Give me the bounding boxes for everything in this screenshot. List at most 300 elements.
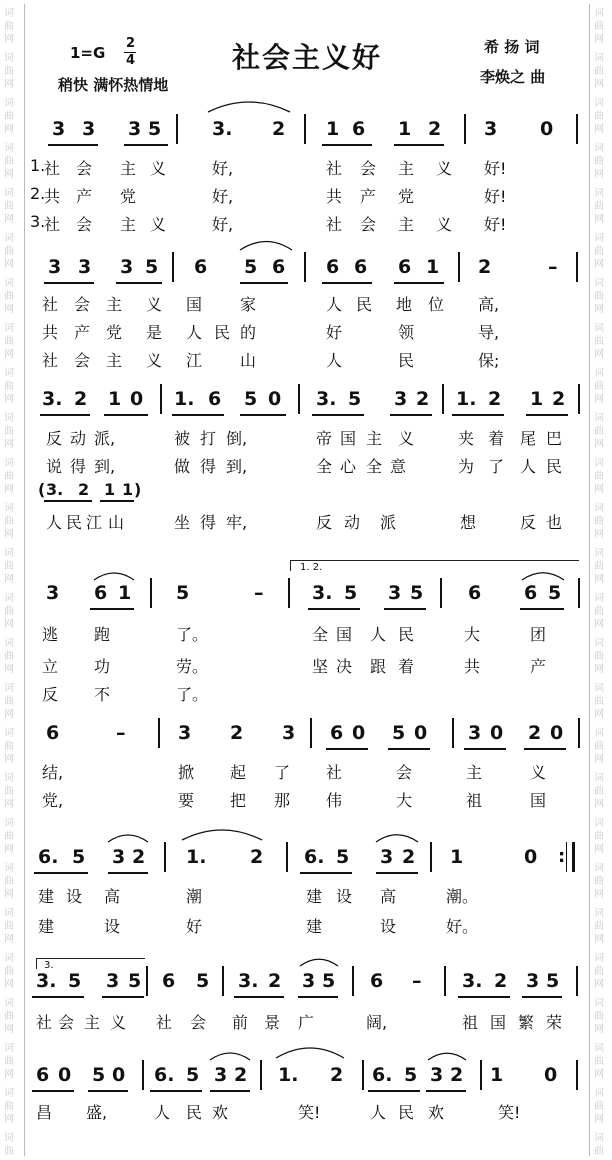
note: –: [548, 256, 558, 278]
lyric-char: 国: [336, 625, 353, 644]
lyric-char: 不: [94, 685, 111, 704]
note: 2: [402, 846, 416, 868]
watermark-char: 曲: [594, 606, 604, 617]
lyric-char: 劳。: [176, 657, 209, 676]
watermark-char: 词: [594, 8, 604, 19]
watermark-char: 曲: [594, 156, 604, 167]
note: 3: [120, 256, 134, 278]
watermark-char: 网: [594, 349, 604, 360]
watermark-char: 词: [4, 953, 14, 964]
watermark-char: 网: [594, 259, 604, 270]
watermark-char: 词: [4, 638, 14, 649]
note: 2: [234, 1064, 248, 1086]
note: 1: [530, 388, 544, 410]
lyric-char: 心: [340, 457, 357, 476]
lyric-char: 产: [530, 657, 547, 676]
slur-arc: [428, 1053, 466, 1060]
note: 0: [550, 722, 564, 744]
lyric-char: 派: [380, 513, 397, 532]
lyric-char: 设: [336, 887, 353, 906]
watermark-char: 词: [594, 1133, 604, 1144]
slur-arc: [108, 835, 148, 842]
lyric-char: 社: [156, 1013, 173, 1032]
final-barline-thin: [566, 842, 567, 872]
watermark-char: 网: [4, 1114, 14, 1125]
watermark-char: 网: [4, 754, 14, 765]
lyric-char: 共: [464, 657, 481, 676]
note: 5: [548, 582, 562, 604]
lyricist-credit: 希 扬 词: [484, 38, 540, 56]
lyric-char: 民: [66, 513, 83, 532]
watermark-char: 曲: [594, 111, 604, 122]
lyric-char: 跟: [370, 657, 387, 676]
lyric-char: 产: [74, 323, 91, 342]
lyric-char: 得: [200, 513, 217, 532]
note: 3: [468, 722, 482, 744]
lyric-char: 建: [38, 887, 55, 906]
note: 6.: [38, 846, 59, 868]
lyric-char: 大: [396, 791, 413, 810]
watermark-char: 曲: [594, 651, 604, 662]
lyric-char: 义: [150, 215, 167, 234]
note: 0: [352, 722, 366, 744]
lyric-char: 建: [38, 917, 55, 936]
note: 3: [82, 118, 96, 140]
lyric-char: 党: [120, 187, 137, 206]
note: 0: [544, 1064, 558, 1086]
watermark-char: 曲: [594, 21, 604, 32]
watermark-char: 词: [594, 638, 604, 649]
lyric-char: 的: [240, 323, 257, 342]
watermark-char: 曲: [594, 741, 604, 752]
lyric-char: 社: [326, 159, 343, 178]
lyric-char: 反: [46, 429, 63, 448]
note: 5: [186, 1064, 200, 1086]
note: 0: [130, 388, 144, 410]
lyric-char: 人: [154, 1103, 171, 1122]
lyric-char: 会: [76, 215, 93, 234]
note: 1: [426, 256, 440, 278]
note: 1.: [278, 1064, 299, 1086]
note: 2: [494, 970, 508, 992]
volta-label-1-2: 1. 2.: [300, 562, 323, 573]
lyric-char: 伟: [326, 791, 343, 810]
lyric-char: 团: [530, 625, 547, 644]
note: 3.: [312, 582, 333, 604]
watermark-char: 词: [594, 413, 604, 424]
lyric-char: 动: [344, 513, 361, 532]
watermark-char: 网: [4, 574, 14, 585]
lyric-char: 想: [460, 513, 477, 532]
watermark-char: 网: [4, 889, 14, 900]
note: 5: [68, 970, 82, 992]
note: 3: [78, 256, 92, 278]
watermark-char: 词: [594, 863, 604, 874]
lyric-char: 社: [326, 763, 343, 782]
watermark-char: 曲: [594, 966, 604, 977]
watermark-char: 词: [594, 1088, 604, 1099]
lyric-char: 主: [84, 1013, 101, 1032]
lyric-char: 共: [42, 323, 59, 342]
lyric-char: 社: [44, 159, 61, 178]
watermark-char: 网: [4, 664, 14, 675]
watermark-char: 词: [4, 278, 14, 289]
lyric-char: 派,: [94, 429, 116, 448]
note: 3: [302, 970, 316, 992]
watermark-char: 网: [594, 844, 604, 855]
watermark-char: 曲: [4, 471, 14, 482]
lyric-char: 主: [366, 429, 383, 448]
watermark-char: 网: [4, 124, 14, 135]
watermark-char: 曲: [4, 381, 14, 392]
lyric-char: 了。: [176, 685, 209, 704]
watermark-char: 词: [4, 143, 14, 154]
watermark-char: 曲: [594, 516, 604, 527]
note: 6: [524, 582, 538, 604]
watermark-char: 词: [594, 53, 604, 64]
watermark-char: 词: [594, 728, 604, 739]
note: –: [116, 722, 126, 744]
lyric-char: 潮。: [446, 887, 479, 906]
lyric-char: 祖: [462, 1013, 479, 1032]
watermark-char: 曲: [594, 921, 604, 932]
note: 5: [176, 582, 190, 604]
note: 0: [58, 1064, 72, 1086]
lyric-char: 广: [298, 1013, 315, 1032]
lyric-char: 民: [546, 457, 563, 476]
lyric-char: 民: [186, 1103, 203, 1122]
note: 6: [272, 256, 286, 278]
lyric-char: 会: [74, 295, 91, 314]
watermark-char: 曲: [594, 561, 604, 572]
watermark-char: 网: [4, 709, 14, 720]
note: 5: [322, 970, 336, 992]
watermark-char: 曲: [4, 741, 14, 752]
lyric-char: 得: [200, 457, 217, 476]
note: 2: [132, 846, 146, 868]
lyric-char: 好,: [212, 187, 234, 206]
lyric-char: 阔,: [366, 1013, 388, 1032]
lyric-char: 建: [306, 887, 323, 906]
watermark-char: 词: [4, 1133, 14, 1144]
watermark-char: 网: [594, 439, 604, 450]
watermark-char: 词: [4, 8, 14, 19]
note: 3: [526, 970, 540, 992]
watermark-char: 曲: [594, 246, 604, 257]
note: 0: [268, 388, 282, 410]
time-signature-bottom: 4: [126, 53, 136, 68]
lyric-char: 意: [390, 457, 407, 476]
watermark-char: 词: [4, 98, 14, 109]
composer-credit: 李焕之 曲: [480, 68, 546, 86]
lyric-char: 祖: [466, 791, 483, 810]
lyric-char: 国: [186, 295, 203, 314]
watermark-char: 网: [4, 1069, 14, 1080]
watermark-char: 词: [4, 683, 14, 694]
lyric-char: 位: [428, 295, 445, 314]
song-title: 社会主义好: [232, 41, 383, 74]
alt-note: 3.: [46, 480, 64, 499]
alt-note: ): [134, 480, 142, 499]
lyric-char: 义: [436, 159, 453, 178]
watermark-char: 曲: [4, 21, 14, 32]
lyric-char: 被: [174, 429, 191, 448]
watermark-char: 词: [4, 908, 14, 919]
watermark-char: 词: [594, 98, 604, 109]
watermark-char: 曲: [594, 876, 604, 887]
note: 6: [326, 256, 340, 278]
lyric-char: 好: [186, 917, 203, 936]
watermark-char: 曲: [594, 336, 604, 347]
note: 6: [352, 118, 366, 140]
final-barline-thick: [572, 842, 575, 872]
watermark-char: 曲: [4, 1056, 14, 1067]
lyric-char: 夹: [458, 429, 475, 448]
lyric-char: 打: [200, 429, 217, 448]
watermark-char: 词: [594, 548, 604, 559]
lyric-char: 逃: [42, 625, 59, 644]
note: 5: [92, 1064, 106, 1086]
note: 6: [370, 970, 384, 992]
note: 1: [490, 1064, 504, 1086]
lyric-char: 了: [488, 457, 505, 476]
note: –: [254, 582, 264, 604]
note: 6: [330, 722, 344, 744]
watermark-char: 曲: [4, 1146, 14, 1157]
lyric-char: 好!: [484, 187, 507, 206]
watermark-char: 曲: [594, 1146, 604, 1157]
watermark-char: 曲: [594, 1056, 604, 1067]
watermark-char: 曲: [594, 201, 604, 212]
watermark-char: 网: [4, 844, 14, 855]
lyric-char: 前: [232, 1013, 249, 1032]
note: 0: [414, 722, 428, 744]
slur-arc: [276, 1048, 344, 1058]
watermark-char: 网: [4, 34, 14, 45]
lyric-char: 主: [398, 215, 415, 234]
alt-note: 1: [122, 480, 134, 499]
watermark-char: 曲: [4, 246, 14, 257]
lyric-char: 保;: [478, 351, 500, 370]
lyric-char: 了。: [176, 625, 209, 644]
note: 3: [128, 118, 142, 140]
note: 5: [244, 388, 258, 410]
watermark-char: 网: [594, 799, 604, 810]
lyric-char: 好,: [212, 215, 234, 234]
lyric-char: 人: [46, 513, 63, 532]
watermark-char: 词: [594, 368, 604, 379]
lyric-char: 好!: [484, 159, 507, 178]
lyric-char: 主: [466, 763, 483, 782]
note: 1: [450, 846, 464, 868]
watermark-char: 网: [594, 34, 604, 45]
lyric-char: 到,: [94, 457, 116, 476]
time-signature-top: 2: [126, 36, 136, 51]
lyric-char: 全: [316, 457, 333, 476]
lyric-char: 人: [326, 351, 343, 370]
note: 1: [118, 582, 132, 604]
lyric-char: 1.: [30, 156, 46, 175]
watermark-char: 网: [594, 1069, 604, 1080]
note: 3: [484, 118, 498, 140]
note: 1: [108, 388, 122, 410]
repeat-dot: :: [558, 846, 566, 867]
lyric-char: 把: [230, 791, 247, 810]
watermark-char: 网: [4, 529, 14, 540]
lyric-char: 繁: [518, 1013, 535, 1032]
watermark-char: 词: [594, 908, 604, 919]
lyric-char: 共: [326, 187, 343, 206]
watermark-char: 网: [594, 934, 604, 945]
watermark-char: 曲: [594, 381, 604, 392]
lyric-char: 设: [104, 917, 121, 936]
watermark-char: 词: [594, 323, 604, 334]
watermark-char: 词: [594, 1043, 604, 1054]
lyric-char: 大: [464, 625, 481, 644]
lyric-char: 民: [214, 323, 231, 342]
note: 3: [430, 1064, 444, 1086]
note: 6.: [372, 1064, 393, 1086]
note: 5: [404, 1064, 418, 1086]
lyric-char: 社: [42, 295, 59, 314]
note: 6.: [304, 846, 325, 868]
lyric-char: 为: [458, 457, 475, 476]
watermark-char: 曲: [4, 561, 14, 572]
note: 5: [244, 256, 258, 278]
watermark-char: 网: [594, 979, 604, 990]
watermark-char: 词: [594, 953, 604, 964]
watermark-char: 词: [4, 728, 14, 739]
watermark-char: 网: [594, 664, 604, 675]
lyric-char: 社: [326, 215, 343, 234]
lyric-char: 2.: [30, 184, 46, 203]
watermark-char: 网: [594, 1024, 604, 1035]
lyric-char: 牢,: [226, 513, 248, 532]
alt-note: (: [38, 480, 46, 499]
volta-bracket-1-2: [290, 560, 579, 571]
lyric-char: 江: [86, 513, 103, 532]
slur-arc: [522, 573, 564, 580]
note: 3: [394, 388, 408, 410]
watermark-char: 词: [4, 863, 14, 874]
watermark-char: 网: [594, 79, 604, 90]
lyric-char: 倒,: [226, 429, 248, 448]
lyric-char: 昌: [36, 1103, 53, 1122]
lyric-char: 潮: [186, 887, 203, 906]
watermark-char: 曲: [4, 606, 14, 617]
watermark-char: 曲: [4, 516, 14, 527]
slur-arc: [210, 1053, 250, 1060]
note: 0: [112, 1064, 126, 1086]
lyric-char: 义: [146, 351, 163, 370]
watermark-char: 词: [4, 53, 14, 64]
lyric-char: 高: [380, 887, 397, 906]
watermark-char: 词: [4, 188, 14, 199]
note: 3: [282, 722, 296, 744]
key-signature: 1=G: [70, 44, 106, 62]
watermark-char: 网: [594, 304, 604, 315]
lyric-char: 着: [488, 429, 505, 448]
slur-arc: [300, 959, 338, 966]
note: 6: [354, 256, 368, 278]
lyric-char: 义: [146, 295, 163, 314]
watermark-char: 网: [4, 484, 14, 495]
watermark-char: 曲: [4, 336, 14, 347]
watermark-char: 词: [4, 998, 14, 1009]
note: 0: [524, 846, 538, 868]
note: 6.: [154, 1064, 175, 1086]
watermark-char: 网: [594, 709, 604, 720]
watermark-char: 网: [594, 124, 604, 135]
note: 2: [478, 256, 492, 278]
note: 3.: [462, 970, 483, 992]
watermark-char: 网: [594, 394, 604, 405]
watermark-char: 曲: [4, 876, 14, 887]
note: 3: [380, 846, 394, 868]
note: 3.: [212, 118, 233, 140]
note: 2: [230, 722, 244, 744]
note: 5: [145, 256, 159, 278]
watermark-char: 曲: [4, 786, 14, 797]
lyric-char: 人: [326, 295, 343, 314]
lyric-char: 人: [370, 625, 387, 644]
lyric-char: 到,: [226, 457, 248, 476]
lyric-char: 导,: [478, 323, 500, 342]
lyric-char: 得: [70, 457, 87, 476]
slur-arc: [208, 102, 290, 112]
watermark-char: 词: [4, 503, 14, 514]
note: 2: [416, 388, 430, 410]
lyric-char: 了: [274, 763, 291, 782]
note: 3: [46, 582, 60, 604]
lyric-char: 会: [360, 159, 377, 178]
lyric-char: 建: [306, 917, 323, 936]
note: 5: [148, 118, 162, 140]
watermark-char: 曲: [4, 696, 14, 707]
note: 2: [268, 970, 282, 992]
note: 5: [410, 582, 424, 604]
note: 3: [388, 582, 402, 604]
lyric-char: 好,: [212, 159, 234, 178]
note: 1.: [186, 846, 207, 868]
lyric-char: 好: [326, 323, 343, 342]
watermark-char: 曲: [4, 66, 14, 77]
lyric-char: 主: [398, 159, 415, 178]
lyric-char: 欢: [428, 1103, 445, 1122]
note: 3.: [36, 970, 57, 992]
note: 6: [468, 582, 482, 604]
watermark-char: 词: [4, 1088, 14, 1099]
lyric-char: 会: [190, 1013, 207, 1032]
watermark-char: 词: [594, 593, 604, 604]
lyric-char: 山: [108, 513, 125, 532]
watermark-char: 曲: [4, 201, 14, 212]
lyric-char: 反: [42, 685, 59, 704]
watermark-char: 词: [4, 413, 14, 424]
lyric-char: 是: [146, 323, 163, 342]
lyric-char: 全: [366, 457, 383, 476]
watermark-char: 词: [4, 548, 14, 559]
watermark-char: 曲: [4, 831, 14, 842]
lyric-char: 高,: [478, 295, 500, 314]
note: 5: [546, 970, 560, 992]
note: 5: [336, 846, 350, 868]
note: –: [412, 970, 422, 992]
lyric-char: 结,: [42, 763, 64, 782]
lyric-char: 义: [436, 215, 453, 234]
alt-note: 2: [78, 480, 90, 499]
lyric-char: 义: [530, 763, 547, 782]
